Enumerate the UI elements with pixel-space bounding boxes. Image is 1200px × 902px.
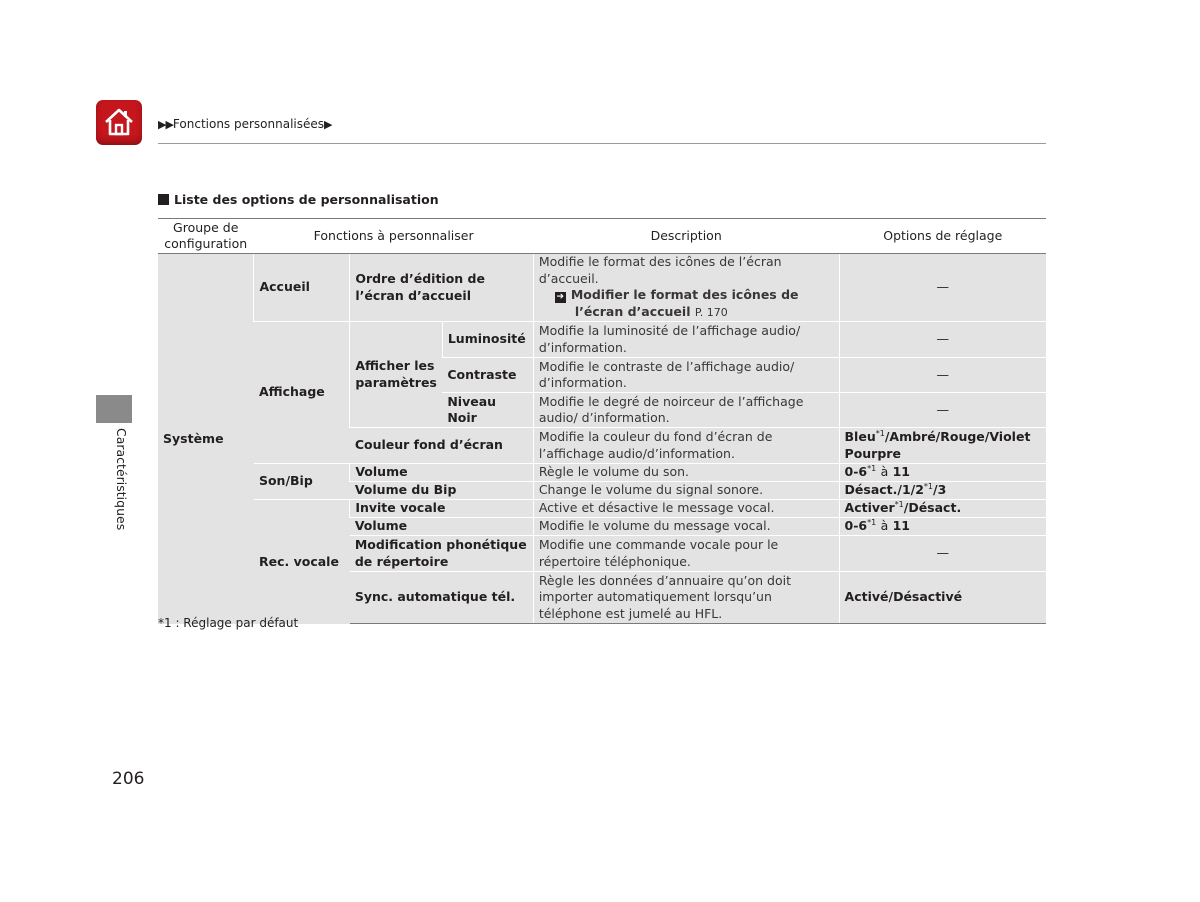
header-options: Options de réglage [839, 219, 1046, 254]
function-name: Volume [350, 518, 534, 536]
footnote: *1 : Réglage par défaut [158, 616, 299, 630]
page-number: 206 [112, 769, 145, 789]
function-description: Modifie le degré de noirceur de l’affichage audio/ d’information. [533, 393, 839, 428]
function-description [533, 254, 839, 322]
setting-option: — [839, 358, 1046, 393]
function-name: Volume [350, 464, 534, 482]
breadcrumb[interactable] [158, 117, 332, 131]
option-from: 0-6 [844, 518, 868, 534]
table-header-row [158, 219, 1046, 254]
footnote-marker: *1 [867, 464, 877, 474]
cross-reference-link[interactable] [556, 287, 834, 321]
reference-page: P. 170 [694, 305, 728, 319]
function-name: Ordre d’édition de l’écran d’accueil [350, 254, 534, 322]
function-name: Contraste [442, 358, 533, 393]
setting-option [839, 482, 1046, 500]
setting-option [839, 428, 1046, 464]
footnote-marker: *1 [923, 482, 934, 492]
function-description: Modifie le volume du message vocal. [533, 518, 839, 536]
breadcrumb-arrows-icon: ▶▶ [158, 118, 173, 131]
home-button[interactable] [96, 100, 142, 145]
function-description: Active et désactive le message vocal. [533, 500, 839, 518]
function-description: Modifie une commande vocale pour le répertoire téléphonique. [533, 536, 839, 572]
function-description: Règle les données d’annuaire qu’on doit importer automatiquement lorsqu’un téléphone est jumelé au HFL. [533, 572, 839, 624]
option-activer: Activer [844, 500, 895, 516]
function-group-afficher: Afficher les paramètres [350, 322, 443, 428]
section-title-text: Liste des options de personnalisation [174, 192, 439, 207]
function-description: Modifie le contraste de l’affichage audio/ d’information. [533, 358, 839, 393]
setting-option: — [839, 322, 1046, 358]
home-icon [102, 105, 136, 139]
option-rest: /Ambré/Rouge/Violet Pourpre [844, 429, 1031, 461]
function-name: Sync. automatique tél. [350, 572, 534, 624]
footnote-marker: *1 [867, 518, 877, 528]
function-name: Modification phonétique de répertoire [350, 536, 534, 572]
footnote-marker: *1 [894, 500, 904, 510]
group-systeme: Système [158, 254, 254, 624]
header-divider [158, 143, 1046, 144]
option-bleu: Bleu [844, 429, 876, 444]
setting-option: — [839, 536, 1046, 572]
function-name: Couleur fond d’écran [350, 428, 534, 464]
header-function: Fonctions à personnaliser [254, 219, 533, 254]
chapter-label: Caractéristiques [114, 428, 129, 531]
footnote-marker: *1 [875, 429, 885, 438]
option-values: Désact./1/2 [844, 482, 924, 498]
setting-option: Activé/Désactivé [839, 572, 1046, 624]
header-description: Description [533, 219, 839, 254]
option-to: 11 [892, 518, 911, 534]
options-table [158, 218, 1046, 624]
table-row [158, 322, 1046, 358]
setting-option [839, 518, 1046, 536]
setting-option: — [839, 393, 1046, 428]
function-name: Invite vocale [350, 500, 534, 518]
function-name: Luminosité [442, 322, 533, 358]
subgroup-sonbip: Son/Bip [254, 464, 350, 500]
header-group: Groupe de configuration [158, 219, 254, 254]
option-desact: /Désact. [903, 500, 962, 516]
option-to: 11 [892, 464, 911, 480]
subgroup-accueil: Accueil [254, 254, 350, 322]
subgroup-affichage: Affichage [254, 322, 350, 464]
setting-option [839, 500, 1046, 518]
option-connector: à [880, 464, 889, 480]
function-description: Change le volume du signal sonore. [533, 482, 839, 500]
subgroup-recvocale: Rec. vocale [254, 500, 350, 624]
function-name: Niveau Noir [442, 393, 533, 428]
option-connector: à [880, 518, 889, 534]
reference-arrow-icon: ➔ [556, 292, 565, 302]
table-row [158, 464, 1046, 482]
table-row [158, 500, 1046, 518]
table-row [158, 254, 1046, 322]
function-description: Modifie la couleur du fond d’écran de l’affichage audio/d’information. [533, 428, 839, 464]
reference-text: Modifier le format des icônes de l’écran d’accueil [570, 287, 799, 319]
chapter-tab[interactable] [96, 395, 132, 423]
function-description: Modifie la luminosité de l’affichage audio/ d’information. [533, 322, 839, 358]
description-text: Modifie le format des icônes de l’écran d’accueil. [538, 254, 782, 286]
setting-option [839, 464, 1046, 482]
function-name: Volume du Bip [350, 482, 534, 500]
section-title [158, 192, 439, 207]
breadcrumb-label: Fonctions personnalisées [172, 117, 325, 131]
function-description: Règle le volume du son. [533, 464, 839, 482]
breadcrumb-arrow-icon: ▶ [324, 118, 332, 131]
option-values-rest: /3 [933, 482, 947, 498]
setting-option: — [839, 254, 1046, 322]
bullet-square-icon [158, 194, 169, 205]
option-from: 0-6 [844, 464, 868, 480]
